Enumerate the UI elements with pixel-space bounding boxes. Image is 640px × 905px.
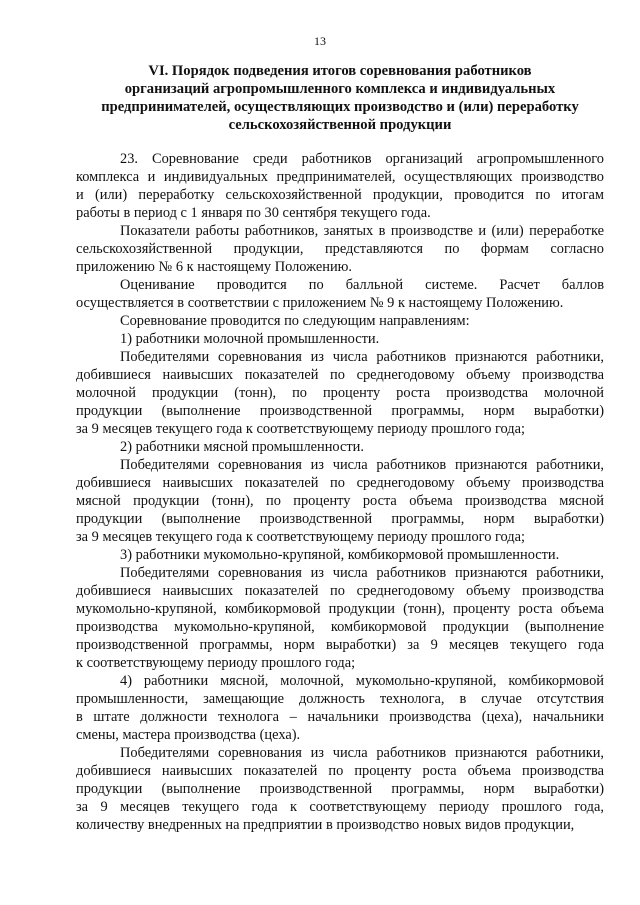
document-body [76,150,604,834]
text-line: за 9 месяцев текущего года к соответствующему периоду прошлого года; [76,421,526,437]
paragraph [76,150,604,222]
text-line: мясной продукции (тонн), по проценту роста объема производства мясной [76,493,604,509]
paragraph [76,348,604,438]
text-line: 1) работники молочной промышленности. [120,331,380,347]
paragraph [76,546,604,564]
text-line: в штате должности технолога – начальники производства (цеха), начальники [76,709,604,725]
text-line: приложению № 6 к настоящему Положению. [76,259,353,275]
heading-line: VI. Порядок подведения итогов соревнования работников [148,63,532,79]
text-line: за 9 месяцев текущего года к соответствующему периоду прошлого года, [76,799,604,815]
text-line: производства мукомольно-крупяной, комбикормовой продукции (выполнение [76,619,604,635]
paragraph [76,564,604,672]
text-line: мукомольно-крупяной, комбикормовой продукции (тонн), проценту роста объема [76,601,604,617]
page-number: 13 [314,34,326,48]
paragraph [76,276,604,312]
text-line: молочной продукции (тонн), по проценту роста производства молочной [76,385,604,401]
paragraph [76,330,604,348]
text-line: Победителями соревнования из числа работников признаются работники, [120,565,604,581]
text-line: за 9 месяцев текущего года к соответствующему периоду прошлого года; [76,529,526,545]
paragraph [76,438,604,456]
text-line: продукции (выполнение производственной программы, норм выработки) [76,511,604,527]
text-line: и (или) переработку сельскохозяйственной продукции, проводится по итогам [76,187,604,203]
text-line: смены, мастера производства (цеха). [76,727,301,743]
text-line: Показатели работы работников, занятых в производстве и (или) переработке [120,223,604,239]
text-line: работы в период с 1 января по 30 сентября текущего года. [76,205,431,221]
heading-line: организаций агропромышленного комплекса и индивидуальных [124,81,556,97]
text-line: продукции (выполнение производственной программы, норм выработки) [76,403,604,419]
text-line: 4) работники мясной, молочной, мукомольно-крупяной, комбикормовой [120,673,604,689]
text-line: 23. Соревнование среди работников организаций агропромышленного [120,151,604,167]
text-line: Соревнование проводится по следующим направлениям: [120,313,470,329]
heading-line: сельскохозяйственной продукции [228,117,452,133]
text-line: Победителями соревнования из числа работников признаются работники, [120,349,604,365]
text-line: Победителями соревнования из числа работников признаются работники, [120,457,604,473]
paragraph [76,222,604,276]
text-line: 2) работники мясной промышленности. [120,439,364,455]
paragraph [76,744,604,834]
section-heading [80,62,600,134]
paragraph [76,456,604,546]
paragraph [76,312,604,330]
text-line: добившиеся наивысших показателей по проценту роста объема производства [76,763,604,779]
text-line: производственной программы, норм выработки) за 9 месяцев текущего года [76,637,604,653]
text-line: Оценивание проводится по балльной системе. Расчет баллов [120,277,604,293]
text-line: добившиеся наивысших показателей по среднегодовому объему производства [76,367,604,383]
text-line: Победителями соревнования из числа работников признаются работники, [120,745,604,761]
text-line: осуществляется в соответствии с приложением № 9 к настоящему Положению. [76,295,564,311]
text-line: добившиеся наивысших показателей по среднегодовому объему производства [76,583,604,599]
text-line: количеству внедренных на предприятии в производство новых видов продукции, [76,817,575,833]
text-line: к соответствующему периоду прошлого года; [76,655,356,671]
paragraph [76,672,604,744]
heading-line: предпринимателей, осуществляющих производство и (или) переработку [101,99,579,115]
text-line: добившиеся наивысших показателей по среднегодовому объему производства [76,475,604,491]
text-line: комплекса и индивидуальных предпринимателей, осуществляющих производство [76,169,604,185]
text-line: промышленности, замещающие должность технолога, в случае отсутствия [76,691,604,707]
text-line: 3) работники мукомольно-крупяной, комбикормовой промышленности. [120,547,560,563]
text-line: продукции (выполнение производственной программы, норм выработки) [76,781,604,797]
text-line: сельскохозяйственной продукции, представляются по формам согласно [76,241,604,257]
